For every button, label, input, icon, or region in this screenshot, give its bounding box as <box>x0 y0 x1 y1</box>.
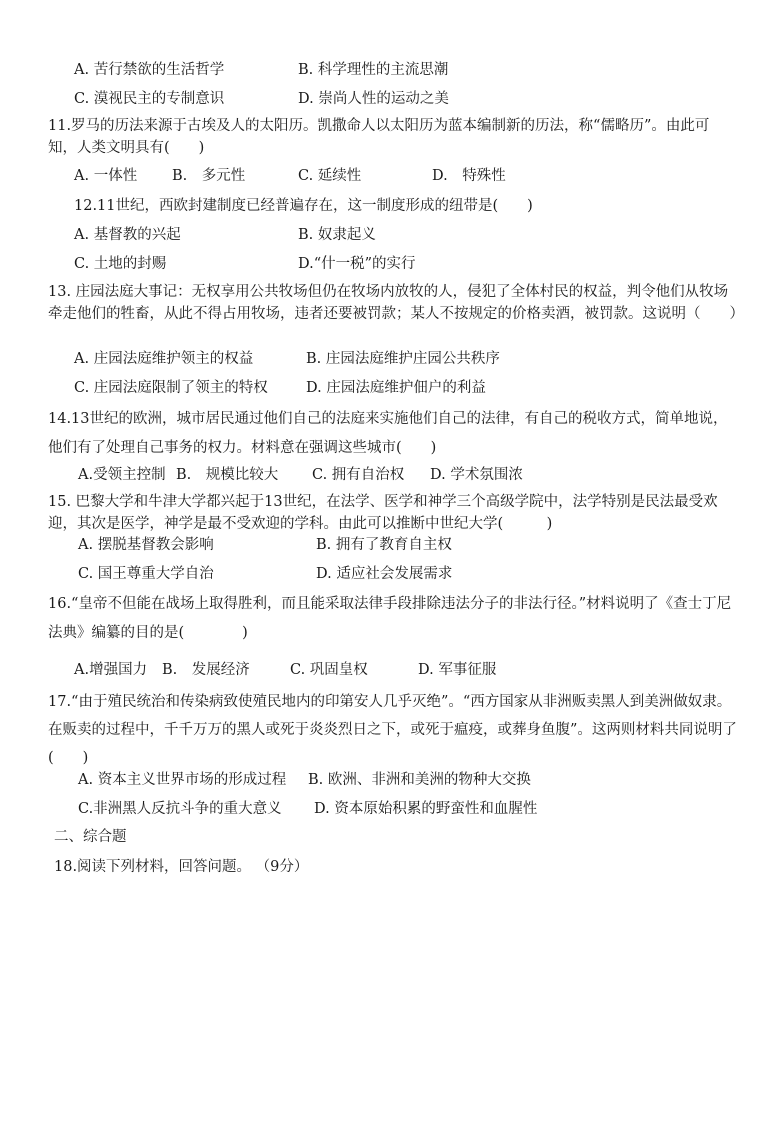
q11-option-a: A. 一体性 <box>74 168 138 184</box>
q15-option-a: A. 摆脱基督教会影响 <box>78 537 214 553</box>
q15-stem: 15. 巴黎大学和牛津大学都兴起于13世纪，在法学、医学和神学三个高级学院中，法学特别是民法最受欢迎，其次是医学，神学是最不受欢迎的学科。由此可以推断中世纪大学( ) <box>48 494 718 532</box>
q14-stem: 14.13世纪的欧洲，城市居民通过他们自己的法庭来实施他们自己的法律，有自己的税收方式，简单地说，他们有了处理自己事务的权力。材料意在强调这些城市( ) <box>48 411 728 456</box>
q12-option-a: A. 基督教的兴起 <box>74 227 181 243</box>
q13-option-a: A. 庄园法庭维护领主的权益 <box>74 351 254 367</box>
q17-option-d: D. 资本原始积累的野蛮性和血腥性 <box>314 801 538 817</box>
q10-option-a: A. 苦行禁欲的生活哲学 <box>74 62 225 78</box>
q11-stem: 11.罗马的历法来源于古埃及人的太阳历。凯撒命人以太阳历为蓝本编制新的历法，称“儒略历”。由此可知，人类文明具有( ) <box>48 118 710 156</box>
q16-option-b: B. 发展经济 <box>162 662 250 678</box>
q16-option-c: C. 巩固皇权 <box>290 662 368 678</box>
q14-option-a: A.受领主控制 <box>78 467 166 483</box>
q15-option-c: C. 国王尊重大学自治 <box>78 566 214 582</box>
q17-option-a: A. 资本主义世界市场的形成过程 <box>78 772 287 788</box>
q17-option-b: B. 欧洲、非洲和美洲的物种大交换 <box>308 772 531 788</box>
q11-option-b: B. 多元性 <box>172 168 246 184</box>
q13-option-c: C. 庄园法庭限制了领主的特权 <box>74 380 268 396</box>
q11-option-c: C. 延续性 <box>298 168 362 184</box>
q14-option-b: B. 规模比较大 <box>176 467 279 483</box>
q10-option-b: B. 科学理性的主流思潮 <box>298 62 449 78</box>
q12-stem: 12.11世纪，西欧封建制度已经普遍存在，这一制度形成的纽带是( ) <box>74 198 533 214</box>
q12-option-c: C. 土地的封赐 <box>74 256 167 272</box>
q16-stem: 16.“皇帝不但能在战场上取得胜利，而且能采取法律手段排除违法分子的非法行径。”材料说明了《查士丁尼法典》编纂的目的是( ) <box>48 596 732 641</box>
q18-stem: 18.阅读下列材料，回答问题。 （9分） <box>54 859 309 875</box>
q10-option-c: C. 漠视民主的专制意识 <box>74 91 225 107</box>
q13-option-d: D. 庄园法庭维护佃户的利益 <box>306 380 486 396</box>
q12-option-b: B. 奴隶起义 <box>298 227 376 243</box>
q12-option-d: D.“什一税”的实行 <box>298 256 416 272</box>
q11-option-d: D. 特殊性 <box>432 168 506 184</box>
q13-stem: 13. 庄园法庭大事记：无权享用公共牧场但仍在牧场内放牧的人，侵犯了全体村民的权益，判令他们从牧场牵走他们的牲畜，从此不得占用牧场，违者还要被罚款；某人不按规定的价格卖酒，被罚款。这说明（ ） <box>48 284 744 322</box>
section-title: 二、综合题 <box>54 829 127 845</box>
q15-option-b: B. 拥有了教育自主权 <box>316 537 452 553</box>
q10-option-d: D. 崇尚人性的运动之美 <box>298 91 449 107</box>
q15-option-d: D. 适应社会发展需求 <box>316 566 453 582</box>
q16-option-a: A.增强国力 <box>74 662 148 678</box>
q16-option-d: D. 军事征服 <box>418 662 497 678</box>
q17-option-c: C.非洲黑人反抗斗争的重大意义 <box>78 801 282 817</box>
q13-option-b: B. 庄园法庭维护庄园公共秩序 <box>306 351 500 367</box>
q14-option-c: C. 拥有自治权 <box>312 467 405 483</box>
q17-stem: 17.“由于殖民统治和传染病致使殖民地内的印第安人几乎灭绝”。“西方国家从非洲贩卖黑人到美洲做奴隶。在贩卖的过程中，千千万万的黑人或死于炎炎烈日之下，或死于瘟疫，或葬身鱼腹”。这两则材料共同说明了( ) <box>48 694 737 766</box>
q14-option-d: D. 学术氛围浓 <box>430 467 523 483</box>
